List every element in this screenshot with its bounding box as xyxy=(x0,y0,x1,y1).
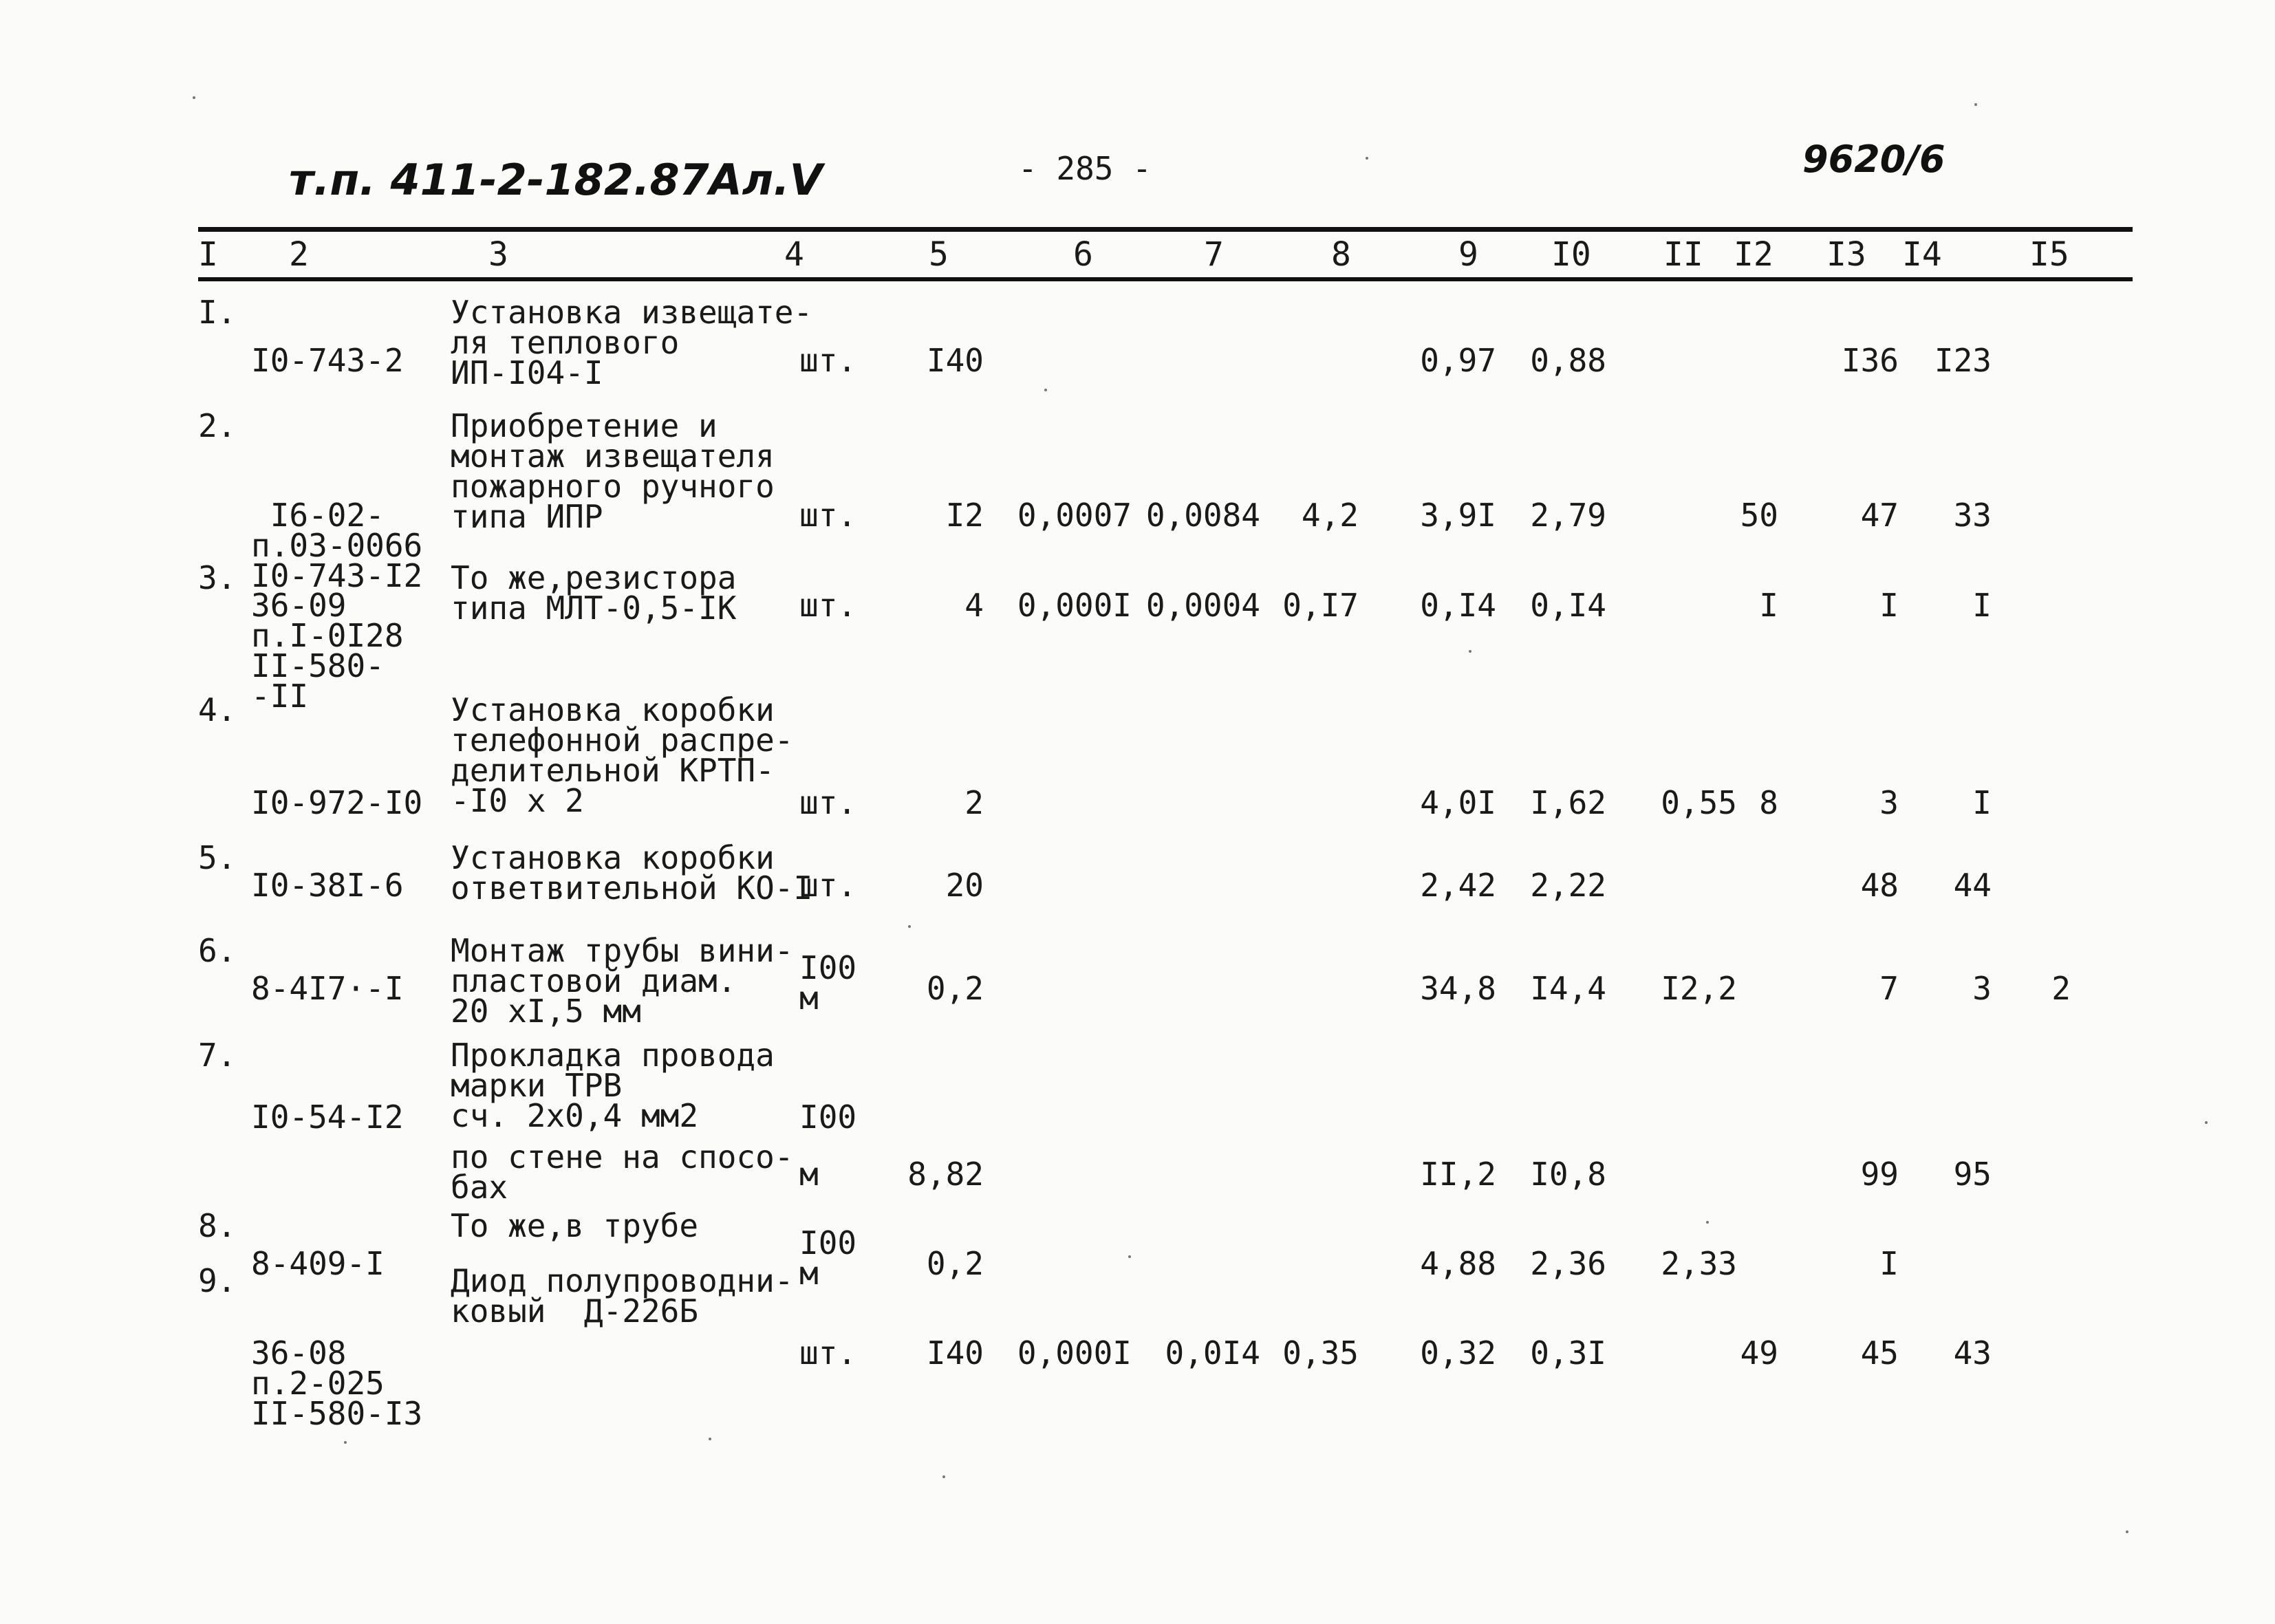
value-col-10: I0,8 xyxy=(1530,1156,1606,1193)
col-header-2: 2 xyxy=(289,235,309,274)
scan-speck xyxy=(344,1441,347,1444)
norm-code: 36-08 п.2-025 II-580-I3 xyxy=(251,1334,423,1432)
value-col-10: 2,36 xyxy=(1530,1245,1606,1282)
value-col-13: I36 xyxy=(1841,342,1899,379)
unit: I00 м xyxy=(799,949,857,1017)
work-description: Установка извещате- ля теплового ИП-I04-I xyxy=(451,294,813,391)
value-col-14: I xyxy=(1972,784,1992,821)
row-number: 2. xyxy=(198,407,237,444)
row-number: 4. xyxy=(198,691,237,728)
norm-code: I0-743-2 xyxy=(251,342,404,379)
unit: I00 xyxy=(799,1098,857,1136)
value-col-10: 2,22 xyxy=(1530,867,1606,904)
value-col-9: 34,8 xyxy=(1420,970,1496,1007)
value-col-13: 45 xyxy=(1860,1334,1899,1372)
value-col-9: 0,I4 xyxy=(1420,587,1496,624)
col-header-4: 4 xyxy=(784,235,804,274)
value-col-10: I4,4 xyxy=(1530,970,1606,1007)
col-header-14: I4 xyxy=(1902,235,1942,274)
work-description: Установка коробки ответвительной КО-I xyxy=(451,839,813,907)
col-header-11: II xyxy=(1663,235,1703,274)
value-col-13: 3 xyxy=(1879,784,1899,821)
value-col-8: 4,2 xyxy=(1301,497,1359,534)
col-header-3: 3 xyxy=(488,235,508,274)
table-header-rule xyxy=(198,277,2133,281)
value-col-6: 0,000I xyxy=(1017,1334,1132,1372)
work-description: Приобретение и монтаж извещателя пожарного ручного типа ИПР xyxy=(451,407,775,535)
value-col-12: I xyxy=(1759,587,1778,624)
value-col-9: 2,42 xyxy=(1420,867,1496,904)
value-col-7: 0,0I4 xyxy=(1165,1334,1260,1372)
value-col-5: 0,2 xyxy=(926,1245,984,1282)
value-col-7: 0,0004 xyxy=(1145,587,1260,624)
col-header-5: 5 xyxy=(929,235,949,274)
page-number: - 285 - xyxy=(1018,150,1152,187)
value-col-11: I2,2 xyxy=(1661,970,1737,1007)
col-header-13: I3 xyxy=(1826,235,1866,274)
norm-code: I0-54-I2 xyxy=(251,1098,404,1136)
value-col-5: I2 xyxy=(945,497,984,534)
value-col-7: 0,0084 xyxy=(1145,497,1260,534)
value-col-13: I xyxy=(1879,587,1899,624)
col-header-15: I5 xyxy=(2029,235,2069,274)
value-col-12: 8 xyxy=(1759,784,1778,821)
norm-code: I0-38I-6 xyxy=(251,867,404,904)
norm-code: 36-09 п.I-0I28 II-580- -II xyxy=(251,587,404,715)
value-col-13: 47 xyxy=(1860,497,1899,534)
scan-speck xyxy=(709,1438,711,1440)
unit: шт. xyxy=(799,342,857,379)
value-col-10: 0,3I xyxy=(1530,1334,1606,1372)
value-col-11: 2,33 xyxy=(1661,1245,1737,1282)
value-col-5: 8,82 xyxy=(907,1156,984,1193)
col-header-6: 6 xyxy=(1073,235,1093,274)
col-header-12: I2 xyxy=(1734,235,1773,274)
value-col-10: 0,I4 xyxy=(1530,587,1606,624)
norm-code: 8-409-I xyxy=(251,1245,385,1282)
row-number: 7. xyxy=(198,1037,237,1074)
value-col-9: 4,88 xyxy=(1420,1245,1496,1282)
unit: шт. xyxy=(799,784,857,821)
value-col-5: I40 xyxy=(926,1334,984,1372)
scan-speck xyxy=(1366,157,1368,160)
scan-speck xyxy=(1044,389,1047,391)
unit: шт. xyxy=(799,1334,857,1372)
value-col-5: I40 xyxy=(926,342,984,379)
value-col-9: 3,9I xyxy=(1420,497,1496,534)
unit: шт. xyxy=(799,867,857,904)
row-number: 8. xyxy=(198,1207,237,1244)
sheet-code: 9620/6 xyxy=(1802,138,1945,181)
norm-code: 8-4I7·-I xyxy=(251,970,404,1007)
scan-speck xyxy=(193,96,195,99)
scan-speck xyxy=(1974,103,1977,106)
value-col-12: 50 xyxy=(1740,497,1778,534)
norm-code: I6-02- п.03-0066 I0-743-I2 xyxy=(251,497,423,594)
value-col-5: 2 xyxy=(964,784,984,821)
col-header-8: 8 xyxy=(1331,235,1351,274)
work-description: То же,резистора типа МЛТ-0,5-IК xyxy=(451,559,737,627)
work-description: по стене на спосо- бах xyxy=(451,1138,794,1206)
value-col-10: 2,79 xyxy=(1530,497,1606,534)
value-col-13: I xyxy=(1879,1245,1899,1282)
scan-speck xyxy=(942,1475,945,1478)
scan-speck xyxy=(1128,1255,1131,1258)
value-col-8: 0,35 xyxy=(1282,1334,1359,1372)
value-col-9: 4,0I xyxy=(1420,784,1496,821)
work-description: Монтаж трубы вини- пластовой диам. 20 хI,5 мм xyxy=(451,932,794,1030)
unit: I00 м xyxy=(799,1224,857,1292)
value-col-9: 0,97 xyxy=(1420,342,1496,379)
value-col-14: I xyxy=(1972,587,1992,624)
value-col-5: 0,2 xyxy=(926,970,984,1007)
scan-speck xyxy=(2126,1530,2128,1533)
col-header-7: 7 xyxy=(1204,235,1224,274)
value-col-13: 99 xyxy=(1860,1156,1899,1193)
value-col-14: 3 xyxy=(1972,970,1992,1007)
value-col-14: 33 xyxy=(1953,497,1992,534)
norm-code: I0-972-I0 xyxy=(251,784,423,821)
row-number: I. xyxy=(198,294,237,331)
scan-speck xyxy=(2205,1121,2208,1124)
scan-speck xyxy=(1706,1221,1709,1224)
row-number: 5. xyxy=(198,839,237,876)
value-col-14: 95 xyxy=(1953,1156,1992,1193)
value-col-10: 0,88 xyxy=(1530,342,1606,379)
col-header-10: I0 xyxy=(1551,235,1591,274)
value-col-5: 4 xyxy=(964,587,984,624)
work-description: Диод полупроводни- ковый Д-226Б xyxy=(451,1262,794,1330)
value-col-5: 20 xyxy=(945,867,984,904)
value-col-10: I,62 xyxy=(1530,784,1606,821)
value-col-6: 0,000I xyxy=(1017,587,1132,624)
unit: м xyxy=(799,1156,819,1193)
unit: шт. xyxy=(799,587,857,624)
value-col-6: 0,0007 xyxy=(1017,497,1132,534)
value-col-12: 49 xyxy=(1740,1334,1778,1372)
value-col-13: 48 xyxy=(1860,867,1899,904)
value-col-8: 0,I7 xyxy=(1282,587,1359,624)
value-col-13: 7 xyxy=(1879,970,1899,1007)
value-col-14: I23 xyxy=(1934,342,1992,379)
table-top-rule xyxy=(198,227,2133,232)
value-col-9: II,2 xyxy=(1420,1156,1496,1193)
work-description: Установка коробки телефонной распре- делительной КРТП- -I0 х 2 xyxy=(451,691,794,819)
scan-speck xyxy=(1469,650,1471,653)
col-header-9: 9 xyxy=(1458,235,1478,274)
work-description: Прокладка провода марки ТРВ сч. 2х0,4 мм2 xyxy=(451,1037,775,1134)
scan-speck xyxy=(908,925,911,928)
work-description: То же,в трубе xyxy=(451,1207,699,1244)
value-col-15: 2 xyxy=(2051,970,2071,1007)
col-header-1: I xyxy=(198,235,218,274)
value-col-9: 0,32 xyxy=(1420,1334,1496,1372)
value-col-14: 43 xyxy=(1953,1334,1992,1372)
project-code: т.п. 411-2-182.87Ал.V xyxy=(289,155,823,205)
unit: шт. xyxy=(799,497,857,534)
row-number: 6. xyxy=(198,932,237,969)
row-number: 9. xyxy=(198,1262,237,1299)
row-number: 3. xyxy=(198,559,237,596)
value-col-14: 44 xyxy=(1953,867,1992,904)
value-col-11: 0,55 xyxy=(1661,784,1737,821)
